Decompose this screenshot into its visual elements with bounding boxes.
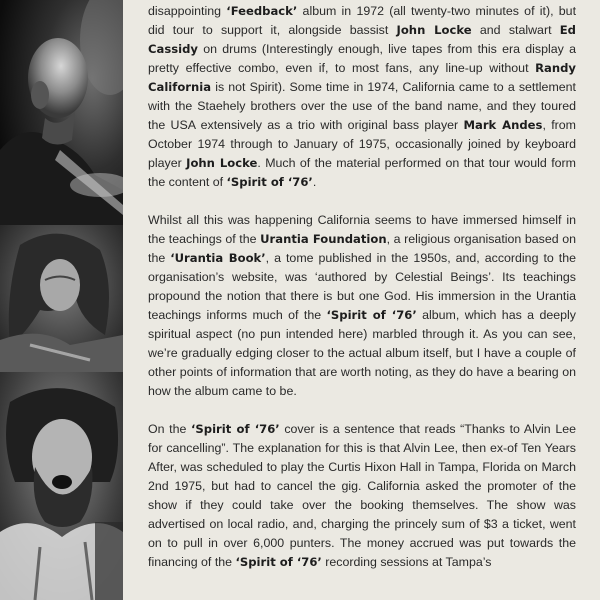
text-run: on drums (Interestingly enough, live tapes from this era display a pretty effective combo, even if, to most fans, any line-up without [148, 42, 576, 75]
text-run: is not Spirit). Some time in 1974, California came to a settlement with the Staehely brothers over the use of the band name, and they toured the USA extensively as a trio with original bass player [148, 80, 576, 132]
long-haired-musician-photo [0, 225, 123, 372]
text-run: , from October 1974 through to January of 1975, occasionally joined by keyboard player [148, 118, 576, 170]
highlighted-name: ‘Spirit of ‘76’ [226, 175, 313, 189]
highlighted-name: ‘Spirit of ‘76’ [235, 555, 322, 569]
paragraph-1 [148, 2, 576, 192]
highlighted-name: Ed Cassidy [148, 23, 576, 56]
text-run: cover is a sentence that reads “Thanks to Alvin Lee for cancelling”. The explanation for this is that Alvin Lee, then ex-of Ten Years After, was scheduled to play the Curtis Hixon Hall in Tampa, Florida on March 2nd 1975, but had to cancel the gig. California asked the promoter of the show if they could take over the booking themselves. The show was advertised on local radio, and, charging the princely sum of $3 a ticket, went on to pull in over 6,000 punters. The money accrued was put towards the financing of the [148, 422, 577, 569]
highlighted-name: ‘Spirit of ‘76’ [326, 308, 417, 322]
bald-guitarist-photo [0, 0, 123, 225]
article-text [148, 2, 576, 572]
text-run: recording sessions at Tampa’s [321, 555, 492, 569]
text-run: album, which has a deeply spiritual aspect (no pun intended here) marbled through it. As you can see, we’re gradually edging closer to the actual album itself, but I have a couple of other points of information that are worth noting, as they do have a bearing on how the album came to be. [148, 308, 576, 398]
highlighted-name: Urantia Foundation [260, 232, 387, 246]
highlighted-name: ‘Feedback’ [226, 4, 298, 18]
text-run: . [312, 175, 317, 189]
highlighted-name: John Locke [186, 156, 258, 170]
bearded-singer-photo [0, 372, 123, 600]
text-run: , a religious organisation based on the [148, 232, 576, 265]
text-run: and stalwart [471, 23, 560, 37]
highlighted-name: Randy California [148, 61, 576, 94]
highlighted-name: Mark Andes [463, 118, 543, 132]
highlighted-name: ‘Spirit of ‘76’ [191, 422, 280, 436]
highlighted-name: John Locke [396, 23, 472, 37]
text-run: , a tome published in the 1950s, and, according to the organisation’s website, was ‘authored by Celestial Beings’. Its teachings propound the notion that there is but one God. His immersion in the Urantia teachings informs much of the [148, 251, 577, 322]
text-run: . Much of the material performed on that tour would form the content of [148, 156, 576, 189]
text-run: Whilst all this was happening California seems to have immersed himself in the teachings of the [148, 213, 576, 246]
paragraph-2 [148, 211, 576, 401]
paragraph-3 [148, 420, 576, 572]
highlighted-name: ‘Urantia Book’ [170, 251, 266, 265]
text-run: album in 1972 (all twenty-two minutes of it), but did tour to support it, alongside bassist [148, 4, 577, 37]
text-run: On the [148, 422, 192, 436]
photo-strip [0, 0, 123, 600]
text-run: disappointing [148, 4, 227, 18]
